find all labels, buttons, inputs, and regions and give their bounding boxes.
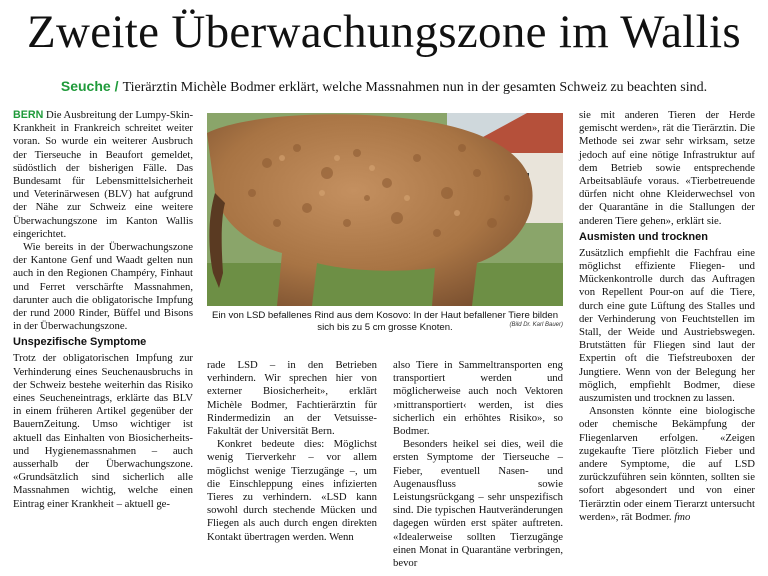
photo-caption: Ein von LSD befallenes Rind aus dem Kosovo: In der Haut befallener Tiere bilden sich bis zu 5 cm grosse Knoten. (211, 310, 559, 333)
col1-p1-text: Die Ausbreitung der Lumpy-Skin-Krankheit in Frankreich schreitet weiter voran. So wurde ein weiterer Ausbruch der Tierseuche in Beaufort gemeldet, südöstlich der bisherigen Fälle. Das Bundesamt für Lebensmittelsicherheit und Veterinärwesen (BLV) hat aufgrund der Nähe zur Schweiz eine weitere Überwachungszone im Kanton Wallis eingerichtet. (13, 109, 194, 240)
col2-paragraph-2: Konkret bedeute dies: Möglichst wenig Tierverkehr – vor allem möglichst wenige Tierzugänge –, um die Einschleppung eines infizierten Tieres zu verhindern. «LSD kann sowohl durch stechende Mücken und Fliegen als auch durch engen direkten Kontakt übertragen werden. Wenn (207, 438, 377, 543)
col4-paragraph-2: Zusätzlich empfiehlt die Fachfrau eine möglichst effiziente Fliegen- und Mückenkontrolle durch das Auftragen von Repellent Pour-on auf die Tiere, durch eine gute Lüftung des Stalles und der Verhinderung von Feuchtstellen im Stall, der Weide und Austriebswegen. Brutstätten für Fliegen sind laut der Expertin oft die Tiefstreuboxen der Jungtiere. Wenn von der Belegung her möglich, empfiehlt Bodmer, diese auszumisten und trocknen zu lassen. (579, 246, 755, 405)
subheading-ausmisten: Ausmisten und trocknen (579, 230, 708, 243)
column-4 (579, 109, 755, 543)
column-3 (393, 359, 563, 570)
subline-text: Tierärztin Michèle Bodmer erklärt, welche Massnahmen nun in der gesamten Schweiz zu beachten sind. (122, 80, 708, 95)
column-2 (207, 359, 377, 541)
subline (0, 76, 768, 98)
col1-paragraph-3: Trotz der obligatorischen Impfung zur Verhinderung eines Seuchenausbruchs in der Schweiz bestehe weiterhin das Risiko eines Seucheneintrags, erklärte das BLV in einem früheren Artikel gegenüber der BauernZeitung. Umso wichtiger ist aktuell das Einhalten von Biosicherheits- und Hygienemassnahmen – auch ausserhalb der Überwachungszone. «Grundsätzlich sind sicherlich alle Massnahmen wichtig, welche einen Eintrag einer Krankheit – aktuell ge- (13, 352, 193, 510)
column-1 (13, 109, 193, 541)
col4-paragraph-3 (579, 405, 755, 524)
kicker: Seuche (60, 78, 111, 94)
col4-p3-text: Ansonsten könnte eine biologische oder chemische Bekämpfung der Fliegenlarven erfolgen. «Zeigen zugekaufte Tiere plötzlich Fieber und andere Symptome, die auf LSD zurückzuführen sein könnten, sollten sie sofort abgesondert und von einer Tierärztin oder einem Tierarzt untersucht werden», rät Bodmer. (579, 405, 755, 523)
cow-photo (207, 113, 563, 306)
subheading-symptome: Unspezifische Symptome (13, 336, 147, 349)
author-signoff: fmo (674, 510, 691, 523)
photo-credit: (Bild Dr. Karl Bauer) (509, 322, 563, 328)
col1-paragraph-2: Wie bereits in der Überwachungszone der Kantone Genf und Waadt gelten nun auch in den Regionen Champéry, Finhaut und Ferret verschärfte Massnahmen, darunter auch die obligatorische Impfung der rund 2000 Rinder, Büffel und Bisons in der Überwachungszone. (13, 241, 193, 333)
col2-paragraph-1: rade LSD – in den Betrieben verhindern. Wir sprechen hier von externer Biosicherheit», erklärt Michèle Bodmer, Fachtierärztin für Rindermedizin an der Vetsuisse-Fakultät der Universität Bern. (207, 359, 377, 438)
col3-paragraph-1: also Tiere in Sammeltransporten eng transportiert werden und möglicherweise auch noch Vektoren ›mittransportiert‹ werden, ist dies sicherlich ein erhöhtes Risiko», so Bodmer. (393, 359, 563, 438)
col3-paragraph-2: Besonders heikel sei dies, weil die ersten Symptome der Tierseuche – Fieber, eventuell Nasen- und Augenausfluss sowie Leistungsrückgang – sehr unspezifisch sind. Die typischen Hautveränderungen dagegen würden erst später auftreten. «Idealerweise sollten Tierzugänge einen Monat in Quarantäne verbringen, bevor (393, 438, 563, 570)
col1-paragraph-1 (13, 109, 193, 241)
col4-paragraph-1: sie mit anderen Tieren der Herde gemischt werden», rät die Tierärztin. Die Methode sei zwar sehr wirksam, setze jedoch auf eine nötige Infrastruktur auf dem Betrieb sowie entsprechende Arbeitsabläufe voraus. «Tierbetreuende dürfen nicht ohne Kleiderwechsel von der Quarantäne in die Stallungen der anderen Tiere gehen», erklärt sie. (579, 109, 755, 227)
headline: Zweite Überwachungszone im Wallis (27, 6, 741, 58)
kicker-separator: / (114, 78, 119, 94)
dateline: BERN (13, 109, 44, 121)
